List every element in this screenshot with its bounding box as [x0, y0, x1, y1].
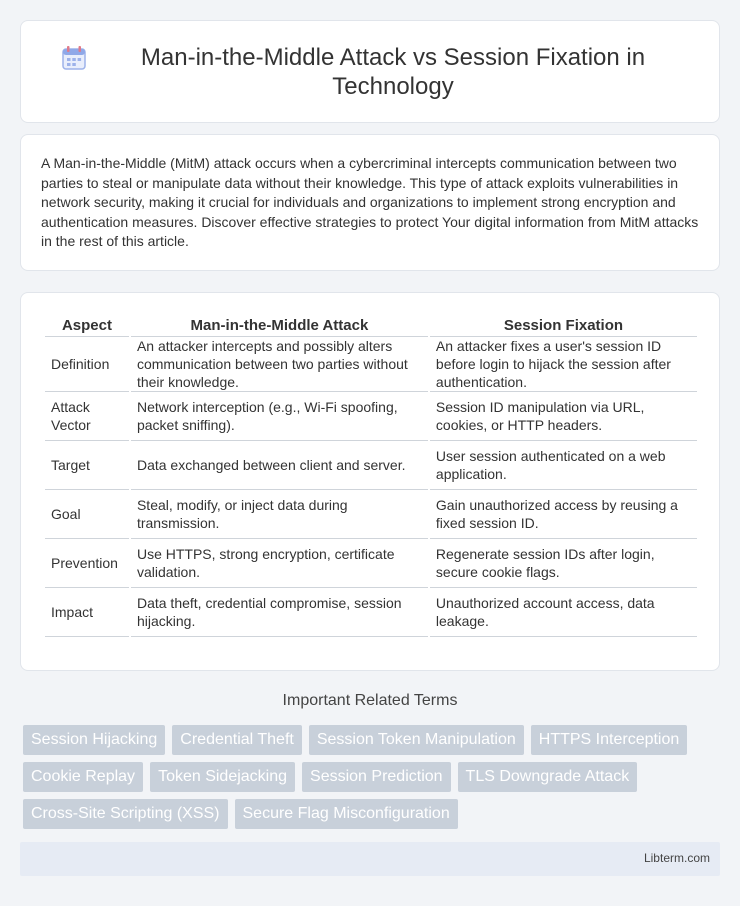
row-mitm-value: Data theft, credential compromise, session hijacking. [131, 588, 428, 637]
tag-cross-site-scripting[interactable]: Cross-Site Scripting (XSS) [23, 799, 228, 829]
related-terms-list [23, 725, 723, 836]
row-aspect: Definition [45, 337, 129, 392]
comparison-table [43, 315, 699, 637]
header-session-fixation: Session Fixation [430, 315, 697, 337]
table-row [45, 441, 697, 490]
row-fixation-value: Unauthorized account access, data leakage. [430, 588, 697, 637]
tag-tls-downgrade-attack[interactable]: TLS Downgrade Attack [458, 762, 638, 792]
row-mitm-value: An attacker intercepts and possibly alters communication between two parties without their knowledge. [131, 337, 428, 392]
row-aspect: Attack Vector [45, 392, 129, 441]
row-aspect: Goal [45, 490, 129, 539]
related-terms-heading: Important Related Terms [282, 692, 458, 709]
intro-card [20, 134, 720, 271]
tag-token-sidejacking[interactable]: Token Sidejacking [150, 762, 295, 792]
intro-paragraph: A Man-in-the-Middle (MitM) attack occurs when a cybercriminal intercepts communication between two parties to steal or manipulate data without their knowledge. This type of attack exploits vulnerabilities in network security, making it crucial for individuals and organizations to implement strong encryption and authentication measures. Discover effective strategies to protect Your digital information from MitM attacks in the rest of this article. [41, 155, 699, 249]
comparison-card [20, 292, 720, 671]
table-row [45, 392, 697, 441]
tag-credential-theft[interactable]: Credential Theft [172, 725, 302, 755]
row-aspect: Target [45, 441, 129, 490]
header-aspect: Aspect [45, 315, 129, 337]
row-mitm-value: Use HTTPS, strong encryption, certificate validation. [131, 539, 428, 588]
tag-session-token-manipulation[interactable]: Session Token Manipulation [309, 725, 524, 755]
title-wrap [21, 43, 719, 101]
tag-secure-flag-misconfiguration[interactable]: Secure Flag Misconfiguration [235, 799, 458, 829]
footer-brand-link[interactable]: Libterm.com [643, 851, 710, 865]
row-mitm-value: Data exchanged between client and server. [131, 441, 428, 490]
table-row [45, 490, 697, 539]
row-aspect: Impact [45, 588, 129, 637]
row-mitm-value: Steal, modify, or inject data during transmission. [131, 490, 428, 539]
table-row [45, 337, 697, 392]
page-title: Man-in-the-Middle Attack vs Session Fixation in Technology [140, 43, 646, 100]
row-fixation-value: Regenerate session IDs after login, secure cookie flags. [430, 539, 697, 588]
footer-bar [20, 842, 720, 876]
row-fixation-value: An attacker fixes a user's session ID before login to hijack the session after authentication. [430, 337, 697, 392]
row-fixation-value: Session ID manipulation via URL, cookies, or HTTP headers. [430, 392, 697, 441]
row-fixation-value: Gain unauthorized access by reusing a fixed session ID. [430, 490, 697, 539]
tag-session-hijacking[interactable]: Session Hijacking [23, 725, 165, 755]
table-row [45, 588, 697, 637]
header-mitm: Man-in-the-Middle Attack [131, 315, 428, 337]
table-row [45, 539, 697, 588]
title-card [20, 20, 720, 123]
tag-cookie-replay[interactable]: Cookie Replay [23, 762, 143, 792]
row-fixation-value: User session authenticated on a web application. [430, 441, 697, 490]
row-aspect: Prevention [45, 539, 129, 588]
calendar-icon [61, 45, 87, 71]
tag-session-prediction[interactable]: Session Prediction [302, 762, 451, 792]
tag-https-interception[interactable]: HTTPS Interception [531, 725, 688, 755]
row-mitm-value: Network interception (e.g., Wi-Fi spoofing, packet sniffing). [131, 392, 428, 441]
table-header-row [45, 315, 697, 337]
